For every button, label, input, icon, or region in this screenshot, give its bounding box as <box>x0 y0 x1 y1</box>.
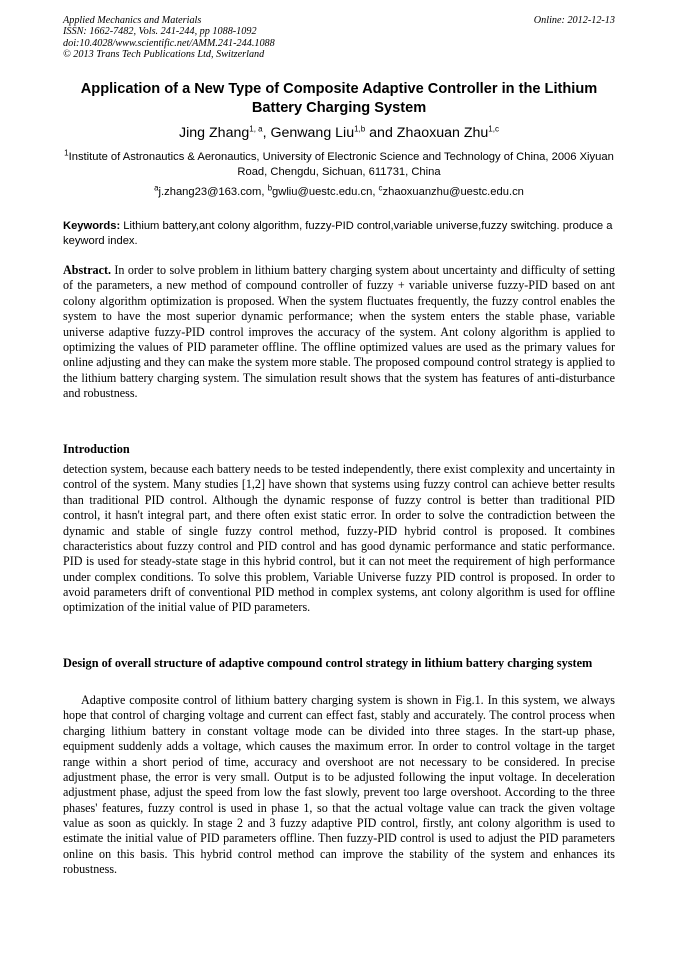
affiliation-text: Institute of Astronautics & Aeronautics, University of Electronic Science and Technology of China, 2006 Xiyuan Road, Chengdu, Sichuan, 611731, China <box>68 151 614 178</box>
author-affiliation-mark: 1,b <box>354 124 366 134</box>
online-date: Online: 2012-12-13 <box>533 15 615 26</box>
design-section-heading: Design of overall structure of adaptive compound control strategy in lithium battery charging system <box>63 656 593 670</box>
affiliation-mark: 1 <box>64 148 69 158</box>
email-address: j.zhang23@163.com <box>158 186 262 198</box>
email-separator: , <box>261 186 268 198</box>
keywords <box>63 219 616 250</box>
author-separator: , <box>262 125 271 141</box>
abstract-label: Abstract. <box>63 263 112 277</box>
keywords-text: Lithium battery,ant colony algorithm, fuzzy-PID control,variable universe,fuzzy switching. produce a keyword index. <box>63 220 613 248</box>
author-list <box>63 124 615 142</box>
affiliation <box>63 150 615 180</box>
journal-header <box>63 15 615 60</box>
introduction-paragraph: detection system, because each battery needs to be tested independently, there exist complexity and uncertainty in control of the system. Many studies [1,2] have shown that systems using fuzzy control can achieve better results than traditional PID control. Although the dynamic response of fuzzy control is better than traditional PID control, it hasn't integral part, and there often exist static error. In order to solve the contradiction between the dynamic and stable of single fuzzy control method, fuzzy-PID hybrid control is proposed. It combines characteristics about fuzzy control and PID control and has good dynamic performance and static performance. PID is used for steady-state stage in this hybrid control, but it can not meet the requirement of high performance under complex conditions. To solve this problem, Variable Universe fuzzy PID control is proposed. In order to avoid parameters drift of conventional PID method in complex systems, ant colony algorithm is used for offline optimization of the initial value of PID parameters. <box>63 462 615 615</box>
email-mark: c <box>378 183 383 193</box>
email-address: zhaoxuanzhu@uestc.edu.cn <box>382 186 524 198</box>
doi-line: doi:10.4028/www.scientific.net/AMM.241-244.1088 <box>63 37 275 49</box>
paper-title: Application of a New Type of Composite Adaptive Controller in the Lithium Battery Charging System <box>80 81 598 116</box>
abstract <box>63 263 615 401</box>
abstract-text: In order to solve problem in lithium battery charging system about uncertainty and difficulty of setting of the parameters, a new method of compound controller of fuzzy + variable universe fuzzy-PID based on ant colony algorithm optimization is proposed. When the system fluctuates frequently, the fuzzy control enables the system to have the most superior dynamic performance; when the system enters the stable phase, variable universe adaptive fuzzy-PID control improves the accuracy of the system. Ant colony algorithm is applied to optimizing the values of PID parameter offline. The offline optimized values are used as the primary values for online adjusting and they can make the system more stable. The proposed compound control strategy is applied to the lithium battery charging system. The simulation result shows that the system has features of anti-disturbance and robustness. <box>63 263 615 400</box>
author-name: Genwang Liu <box>270 125 355 141</box>
design-section-paragraph: Adaptive composite control of lithium battery charging system is shown in Fig.1. In this system, we always hope that control of charging voltage and current can effect fast, stably and accurately. The control process when charging lithium battery in constant voltage mode can be divided into three stages. In the start-up phase, equipment suddenly adds a voltage, which causes the maximum error. In order to control voltage in the target range within a short period of time, accuracy and overshoot are not necessary to be considered. In precise adjustment phase, the error is very small. Output is to be adjusted following the input voltage. In deceleration adjustment phase, adjust the speed from low the fast slowly, prevent too large overshoot. According to the three phases' features, fuzzy control is used in phase 1, so that the actual voltage value can track the given voltage value as soon as quickly. In stage 2 and 3 fuzzy adaptive PID control, firstly, ant colony algorithm is used to estimate the initial value of PID parameters offline. Then fuzzy-PID control is used to adjust the PID parameters online on this basis. This hybrid control method can improve the stability of the system and enhances its robustness. <box>63 693 615 877</box>
email-address: gwliu@uestc.edu.cn <box>272 186 373 198</box>
author-separator: and <box>365 125 397 141</box>
author-name: Zhaoxuan Zhu <box>396 125 489 141</box>
issn-line: ISSN: 1662-7482, Vols. 241-244, pp 1088-1092 <box>63 26 257 38</box>
email-list <box>63 185 615 200</box>
author-affiliation-mark: 1,c <box>488 124 499 134</box>
email-separator: , <box>372 186 379 198</box>
keywords-label: Keywords: <box>63 220 121 232</box>
author-name: Jing Zhang <box>179 125 250 141</box>
email-mark: b <box>267 183 273 193</box>
copyright-line: © 2013 Trans Tech Publications Ltd, Switzerland <box>63 48 265 60</box>
email-mark: a <box>154 183 159 193</box>
introduction-heading: Introduction <box>63 442 130 456</box>
journal-name: Applied Mechanics and Materials <box>63 15 202 26</box>
author-affiliation-mark: 1, a <box>249 124 263 134</box>
